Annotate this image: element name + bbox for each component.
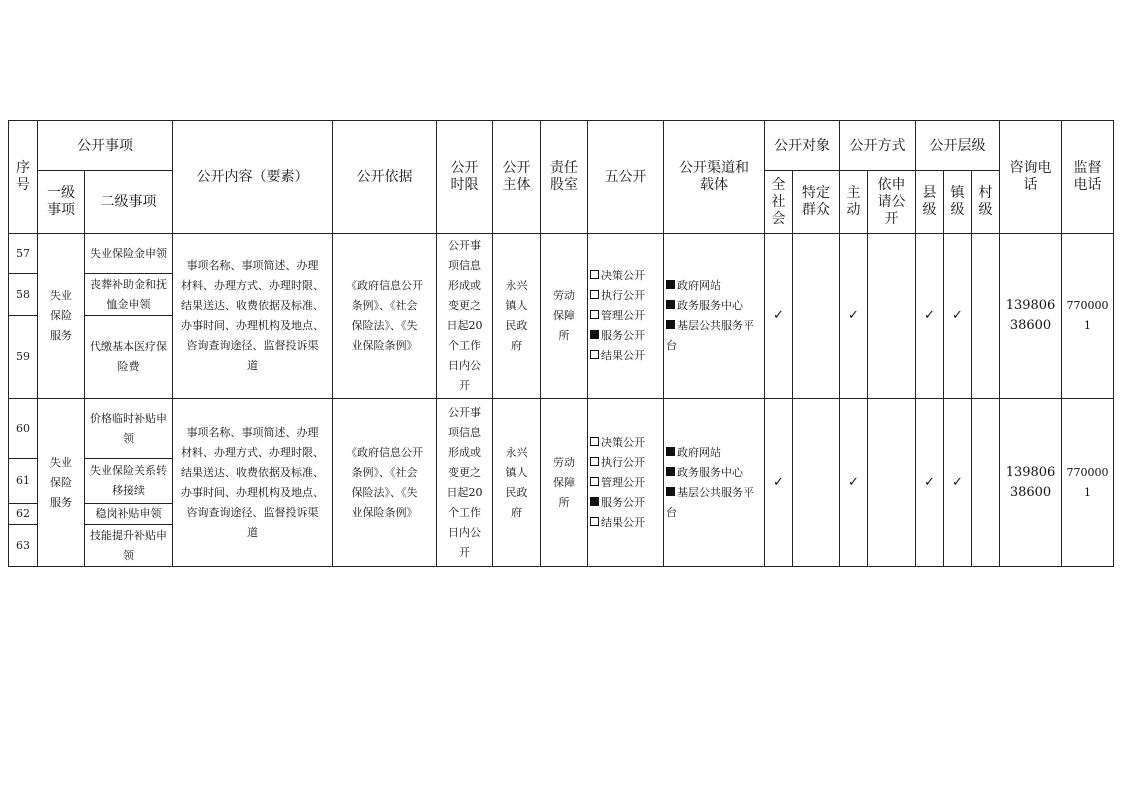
level-town-check: ✓ bbox=[944, 399, 972, 567]
disclosure-table bbox=[8, 120, 1114, 567]
channel-item: 政务服务中心 bbox=[666, 296, 762, 316]
level-village-check bbox=[972, 234, 1000, 399]
seq-cell: 62 bbox=[9, 504, 38, 525]
basis-cell: 《政府信息公开 条例》、《社会 保险法》、《失 业保险条例》 bbox=[333, 399, 437, 567]
subject-cell: 永兴 镇人 民政 府 bbox=[493, 399, 541, 567]
level-county-check: ✓ bbox=[916, 234, 944, 399]
target-specific-check bbox=[793, 234, 840, 399]
target-all-check: ✓ bbox=[765, 234, 793, 399]
channel-cell bbox=[664, 399, 765, 567]
unchecked-box-icon bbox=[590, 457, 599, 466]
level2-cell: 丧葬补助金和抚恤金申领 bbox=[85, 274, 173, 316]
header-channel: 公开渠道和 载体 bbox=[664, 121, 765, 234]
table-body bbox=[9, 234, 1114, 567]
target-all-check: ✓ bbox=[765, 399, 793, 567]
unchecked-box-icon bbox=[590, 270, 599, 279]
subject-cell: 永兴 镇人 民政 府 bbox=[493, 234, 541, 399]
seq-cell: 63 bbox=[9, 525, 38, 567]
content-cell: 事项名称、事项简述、办理 材料、办理方式、办理时限、 结果送达、收费依据及标准、 办事时间、办理机构及地点、 咨询查询途径、监督投诉渠 道 bbox=[173, 234, 333, 399]
level-county-check: ✓ bbox=[916, 399, 944, 567]
header-mode-active: 主 动 bbox=[840, 171, 868, 234]
level2-cell: 失业保险金申领 bbox=[85, 234, 173, 274]
header-public-items: 公开事项 bbox=[38, 121, 173, 171]
checked-box-icon bbox=[666, 320, 675, 329]
five-public-option: 决策公开 bbox=[590, 433, 661, 453]
five-public-option: 服务公开 bbox=[590, 326, 661, 346]
unchecked-box-icon bbox=[590, 517, 599, 526]
five-public-option: 服务公开 bbox=[590, 493, 661, 513]
channel-item: 基层公共服务平台 bbox=[666, 319, 754, 352]
time-limit-cell: 公开事 项信息 形成或 变更之 日起20 个工作 日内公 开 bbox=[437, 234, 493, 399]
seq-cell: 59 bbox=[9, 316, 38, 399]
supervise-cell: 770000 1 bbox=[1062, 399, 1114, 567]
unchecked-box-icon bbox=[590, 290, 599, 299]
header-target-specific: 特定 群众 bbox=[793, 171, 840, 234]
table-row bbox=[9, 399, 1114, 459]
five-public-option: 执行公开 bbox=[590, 453, 661, 473]
five-public-option: 管理公开 bbox=[590, 306, 661, 326]
five-public-option: 管理公开 bbox=[590, 473, 661, 493]
level-town-check: ✓ bbox=[944, 234, 972, 399]
five-public-option: 结果公开 bbox=[590, 513, 661, 533]
table-row bbox=[9, 234, 1114, 274]
unchecked-box-icon bbox=[590, 437, 599, 446]
checked-box-icon bbox=[666, 300, 675, 309]
five-public-option: 执行公开 bbox=[590, 286, 661, 306]
hotline-cell: 139806 38600 bbox=[1000, 234, 1062, 399]
level2-cell: 价格临时补贴申领 bbox=[85, 399, 173, 459]
checked-box-icon bbox=[666, 280, 675, 289]
channel-item: 政务服务中心 bbox=[666, 463, 762, 483]
unchecked-box-icon bbox=[590, 350, 599, 359]
channel-item: 政府网站 bbox=[666, 443, 762, 463]
header-level2: 二级事项 bbox=[85, 171, 173, 234]
unchecked-box-icon bbox=[590, 310, 599, 319]
seq-cell: 58 bbox=[9, 274, 38, 316]
header-mode-apply: 依申 请公 开 bbox=[868, 171, 916, 234]
level1-cell: 失业 保险 服务 bbox=[38, 399, 85, 567]
header-target: 公开对象 bbox=[765, 121, 840, 171]
header-level1: 一级 事项 bbox=[38, 171, 85, 234]
five-public-option: 决策公开 bbox=[590, 266, 661, 286]
header-level-town: 镇 级 bbox=[944, 171, 972, 234]
time-limit-cell: 公开事 项信息 形成或 变更之 日起20 个工作 日内公 开 bbox=[437, 399, 493, 567]
level2-cell: 失业保险关系转移接续 bbox=[85, 459, 173, 504]
header-target-all: 全 社 会 bbox=[765, 171, 793, 234]
unchecked-box-icon bbox=[590, 477, 599, 486]
mode-active-check: ✓ bbox=[840, 234, 868, 399]
level2-cell: 代缴基本医疗保险费 bbox=[85, 316, 173, 399]
level2-cell: 技能提升补贴申领 bbox=[85, 525, 173, 567]
level-village-check bbox=[972, 399, 1000, 567]
seq-cell: 60 bbox=[9, 399, 38, 459]
seq-cell: 57 bbox=[9, 234, 38, 274]
supervise-cell: 770000 1 bbox=[1062, 234, 1114, 399]
five-public-option: 结果公开 bbox=[590, 346, 661, 366]
mode-apply-check bbox=[868, 399, 916, 567]
header-time-limit: 公开 时限 bbox=[437, 121, 493, 234]
channel-cell bbox=[664, 234, 765, 399]
hotline-cell: 139806 38600 bbox=[1000, 399, 1062, 567]
header-basis: 公开依据 bbox=[333, 121, 437, 234]
header-hotline: 咨询电 话 bbox=[1000, 121, 1062, 234]
header-content: 公开内容（要素） bbox=[173, 121, 333, 234]
mode-active-check: ✓ bbox=[840, 399, 868, 567]
target-specific-check bbox=[793, 399, 840, 567]
header-level: 公开层级 bbox=[916, 121, 1000, 171]
seq-cell: 61 bbox=[9, 459, 38, 504]
five-public-cell bbox=[588, 234, 664, 399]
mode-apply-check bbox=[868, 234, 916, 399]
header-level-county: 县 级 bbox=[916, 171, 944, 234]
header-supervise: 监督 电话 bbox=[1062, 121, 1114, 234]
checked-box-icon bbox=[590, 497, 599, 506]
office-cell: 劳动 保障 所 bbox=[541, 234, 588, 399]
header-five-public: 五公开 bbox=[588, 121, 664, 234]
channel-item: 政府网站 bbox=[666, 276, 762, 296]
header-level-village: 村 级 bbox=[972, 171, 1000, 234]
header-subject: 公开 主体 bbox=[493, 121, 541, 234]
five-public-cell bbox=[588, 399, 664, 567]
header-seq: 序 号 bbox=[9, 121, 38, 234]
content-cell: 事项名称、事项简述、办理 材料、办理方式、办理时限、 结果送达、收费依据及标准、 办事时间、办理机构及地点、 咨询查询途径、监督投诉渠 道 bbox=[173, 399, 333, 567]
checked-box-icon bbox=[666, 447, 675, 456]
checked-box-icon bbox=[590, 330, 599, 339]
level1-cell: 失业 保险 服务 bbox=[38, 234, 85, 399]
office-cell: 劳动 保障 所 bbox=[541, 399, 588, 567]
checked-box-icon bbox=[666, 467, 675, 476]
basis-cell: 《政府信息公开 条例》、《社会 保险法》、《失 业保险条例》 bbox=[333, 234, 437, 399]
level2-cell: 稳岗补贴申领 bbox=[85, 504, 173, 525]
channel-item: 基层公共服务平台 bbox=[666, 485, 754, 519]
header-mode: 公开方式 bbox=[840, 121, 916, 171]
checked-box-icon bbox=[666, 487, 675, 496]
header-office: 责任 股室 bbox=[541, 121, 588, 234]
